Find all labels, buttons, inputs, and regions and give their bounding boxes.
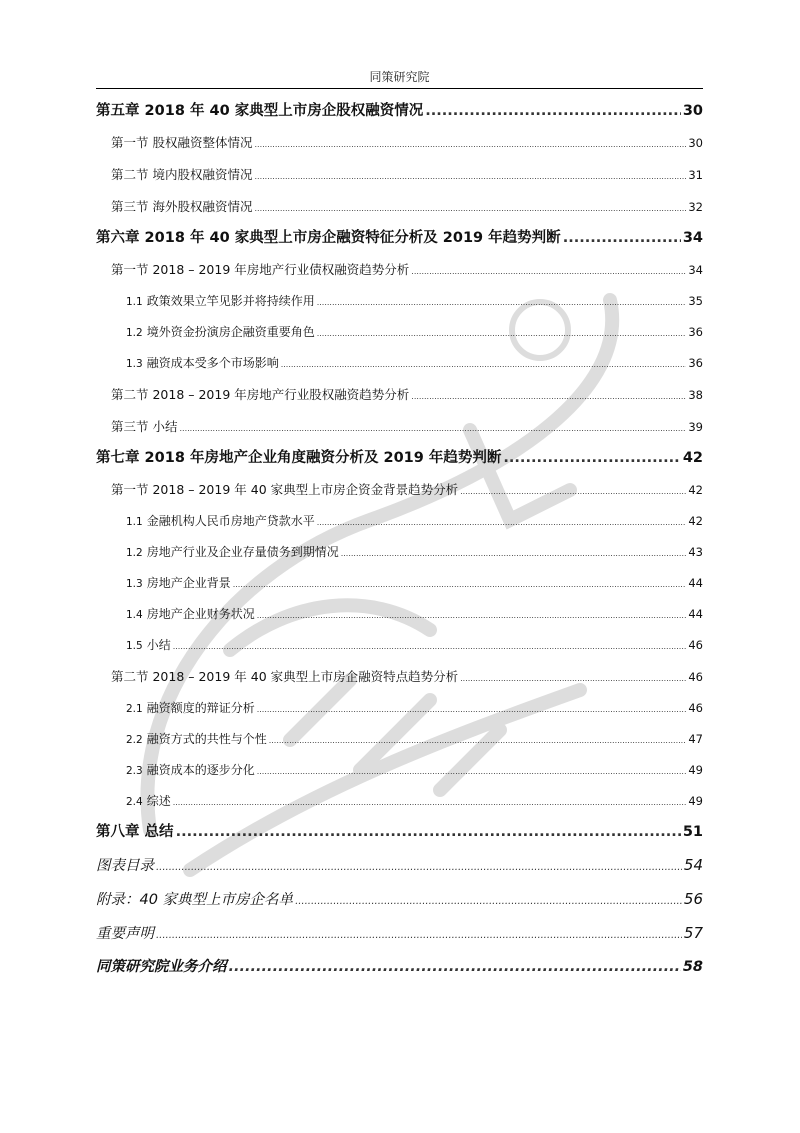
toc-entry-text: 第二节 境内股权融资情况 bbox=[111, 167, 253, 182]
toc-leader-dots bbox=[179, 413, 686, 443]
toc-entry-label bbox=[126, 755, 255, 786]
toc-leader-dots bbox=[269, 725, 687, 755]
toc-leader-dots bbox=[254, 161, 686, 191]
toc-entry-label bbox=[126, 724, 267, 755]
toc-leader-dots bbox=[257, 756, 687, 786]
toc-entry-label bbox=[111, 411, 177, 443]
toc-page-number: 32 bbox=[688, 200, 703, 214]
toc-leader-dots bbox=[503, 443, 680, 474]
toc-leader-dots bbox=[254, 193, 686, 223]
toc-entry-label bbox=[111, 254, 409, 286]
toc-entry-label bbox=[96, 950, 227, 984]
toc-entry-number: 2.3 bbox=[126, 765, 143, 777]
toc-entry-label bbox=[126, 537, 339, 568]
toc-entry-text: 金融机构人民币房地产贷款水平 bbox=[146, 514, 315, 528]
toc-entry-text: 第二节 2018 – 2019 年 40 家典型上市房企融资特点趋势分析 bbox=[111, 669, 459, 684]
toc-entry-label bbox=[111, 474, 458, 506]
toc-entry-text: 第一节 2018 – 2019 年 40 家典型上市房企资金背景趋势分析 bbox=[111, 482, 459, 497]
header-title: 同策研究院 bbox=[369, 70, 430, 84]
toc-page-number: 46 bbox=[688, 701, 703, 715]
toc-entry-text: 融资额度的辩证分析 bbox=[146, 701, 255, 715]
toc-entry-text: 融资成本的逐步分化 bbox=[146, 763, 255, 777]
toc-entry-label bbox=[126, 286, 315, 317]
toc-entry-number: 1.1 bbox=[126, 296, 143, 308]
toc-page-number: 49 bbox=[688, 794, 703, 808]
toc-entry-label bbox=[126, 599, 255, 630]
toc-leader-dots bbox=[317, 507, 687, 537]
toc-entry[interactable] bbox=[96, 348, 703, 379]
toc-entry-number: 1.4 bbox=[126, 609, 143, 621]
toc-leader-dots bbox=[254, 129, 686, 159]
toc-entry-label bbox=[111, 191, 252, 223]
toc-page-number: 44 bbox=[688, 607, 703, 621]
toc-entry-text: 重要声明 bbox=[96, 926, 154, 942]
toc-entry-number: 2.1 bbox=[126, 703, 143, 715]
toc-leader-dots bbox=[411, 256, 686, 286]
page-header bbox=[96, 68, 703, 89]
toc-entry-text: 房地产企业背景 bbox=[146, 576, 231, 590]
toc-entry-number: 1.5 bbox=[126, 640, 143, 652]
toc-entry-text: 房地产企业财务状况 bbox=[146, 607, 255, 621]
toc-page-number: 46 bbox=[688, 670, 703, 684]
toc-page-number: 38 bbox=[688, 388, 703, 402]
toc-entry[interactable] bbox=[96, 568, 703, 599]
toc-entry-text: 第八章 总结 bbox=[96, 824, 174, 840]
toc-entry-label bbox=[126, 506, 315, 537]
toc-entry[interactable] bbox=[96, 159, 703, 191]
toc-entry[interactable] bbox=[96, 254, 703, 286]
toc-page-number: 57 bbox=[683, 924, 703, 942]
toc-page-number: 46 bbox=[688, 638, 703, 652]
toc-entry[interactable] bbox=[96, 96, 703, 127]
toc-leader-dots bbox=[257, 600, 687, 630]
toc-entry-text: 小结 bbox=[146, 638, 171, 652]
toc-leader-dots bbox=[460, 663, 686, 693]
toc-entry-text: 第三节 海外股权融资情况 bbox=[111, 199, 253, 214]
toc-entry-label bbox=[96, 849, 154, 882]
toc-entry-text: 融资方式的共性与个性 bbox=[146, 732, 267, 746]
toc-page-number: 58 bbox=[682, 959, 703, 975]
toc-entry-label bbox=[126, 348, 279, 379]
toc-page-number: 30 bbox=[688, 136, 703, 150]
toc-page-number: 42 bbox=[688, 483, 703, 497]
toc-page-number: 42 bbox=[688, 514, 703, 528]
toc-leader-dots bbox=[281, 349, 687, 379]
toc-page-number: 54 bbox=[683, 856, 703, 874]
toc-page-number: 42 bbox=[682, 450, 703, 466]
toc-page-number: 35 bbox=[688, 294, 703, 308]
toc-entry-number: 1.1 bbox=[126, 516, 143, 528]
toc-leader-dots bbox=[229, 950, 681, 984]
toc-leader-dots bbox=[295, 885, 682, 916]
toc-entry-label bbox=[111, 127, 252, 159]
toc-entry-label bbox=[96, 223, 561, 254]
toc-page-number: 39 bbox=[688, 420, 703, 434]
toc-entry-label bbox=[111, 159, 252, 191]
toc-entry-text: 房地产行业及企业存量债务到期情况 bbox=[146, 545, 339, 559]
toc-page-number: 30 bbox=[682, 103, 703, 119]
toc-leader-dots bbox=[341, 538, 687, 568]
toc-entry[interactable] bbox=[96, 223, 703, 254]
toc-leader-dots bbox=[257, 694, 687, 724]
toc-entry[interactable] bbox=[96, 443, 703, 474]
toc-entry-number: 2.2 bbox=[126, 734, 143, 746]
toc-leader-dots bbox=[176, 817, 681, 848]
toc-page-number: 31 bbox=[688, 168, 703, 182]
toc-leader-dots bbox=[173, 787, 687, 817]
toc-entry-label bbox=[111, 379, 409, 411]
toc-entry-text: 第一节 股权融资整体情况 bbox=[111, 135, 253, 150]
toc-entry[interactable] bbox=[96, 786, 703, 817]
toc-page-number: 44 bbox=[688, 576, 703, 590]
toc-entry-label bbox=[96, 96, 423, 127]
toc-entry-label bbox=[126, 630, 171, 661]
toc-entry-label bbox=[96, 883, 293, 916]
table-of-contents bbox=[96, 96, 703, 984]
toc-entry-text: 第三节 小结 bbox=[111, 419, 178, 434]
toc-leader-dots bbox=[460, 476, 686, 506]
toc-entry-text: 第二节 2018 – 2019 年房地产行业股权融资趋势分析 bbox=[111, 387, 410, 402]
toc-entry-number: 1.2 bbox=[126, 327, 143, 339]
toc-page-number: 36 bbox=[688, 356, 703, 370]
toc-page-number: 51 bbox=[682, 824, 703, 840]
toc-entry[interactable] bbox=[96, 755, 703, 786]
toc-page-number: 49 bbox=[688, 763, 703, 777]
toc-leader-dots bbox=[425, 96, 681, 127]
toc-entry-number: 1.3 bbox=[126, 358, 143, 370]
toc-entry-text: 第七章 2018 年房地产企业角度融资分析及 2019 年趋势判断 bbox=[96, 450, 502, 466]
toc-entry[interactable] bbox=[96, 599, 703, 630]
toc-entry[interactable] bbox=[96, 916, 703, 950]
toc-entry-label bbox=[126, 786, 171, 817]
toc-entry[interactable] bbox=[96, 506, 703, 537]
toc-entry[interactable] bbox=[96, 411, 703, 443]
toc-page-number: 56 bbox=[683, 890, 703, 908]
toc-entry[interactable] bbox=[96, 474, 703, 506]
toc-entry-text: 附录：40 家典型上市房企名单 bbox=[96, 892, 294, 908]
toc-entry-label bbox=[96, 443, 501, 474]
toc-leader-dots bbox=[563, 223, 681, 254]
toc-entry-text: 境外资金扮演房企融资重要角色 bbox=[146, 325, 315, 339]
toc-leader-dots bbox=[156, 851, 682, 882]
toc-entry[interactable] bbox=[96, 537, 703, 568]
toc-entry[interactable] bbox=[96, 950, 703, 984]
toc-entry-number: 2.4 bbox=[126, 796, 143, 808]
toc-entry[interactable] bbox=[96, 286, 703, 317]
toc-entry[interactable] bbox=[96, 630, 703, 661]
toc-entry[interactable] bbox=[96, 661, 703, 693]
toc-leader-dots bbox=[173, 631, 687, 661]
toc-leader-dots bbox=[156, 919, 682, 950]
toc-entry-text: 第一节 2018 – 2019 年房地产行业债权融资趋势分析 bbox=[111, 262, 410, 277]
toc-entry-label bbox=[126, 693, 255, 724]
toc-entry[interactable] bbox=[96, 882, 703, 916]
toc-entry-number: 1.3 bbox=[126, 578, 143, 590]
toc-page-number: 34 bbox=[688, 263, 703, 277]
toc-entry-label bbox=[111, 661, 458, 693]
toc-entry-label bbox=[96, 917, 154, 950]
toc-leader-dots bbox=[411, 381, 686, 411]
toc-page-number: 34 bbox=[682, 230, 703, 246]
toc-entry-label bbox=[126, 568, 231, 599]
toc-leader-dots bbox=[317, 287, 687, 317]
toc-entry[interactable] bbox=[96, 848, 703, 882]
toc-leader-dots bbox=[317, 318, 687, 348]
toc-entry-label bbox=[126, 317, 315, 348]
toc-entry[interactable] bbox=[96, 317, 703, 348]
toc-entry[interactable] bbox=[96, 817, 703, 848]
toc-page-number: 47 bbox=[688, 732, 703, 746]
toc-entry-text: 融资成本受多个市场影响 bbox=[146, 356, 279, 370]
toc-entry-text: 第六章 2018 年 40 家典型上市房企融资特征分析及 2019 年趋势判断 bbox=[96, 230, 561, 246]
toc-entry-text: 第五章 2018 年 40 家典型上市房企股权融资情况 bbox=[96, 103, 424, 119]
toc-entry-label bbox=[96, 817, 174, 848]
toc-entry-number: 1.2 bbox=[126, 547, 143, 559]
toc-entry[interactable] bbox=[96, 127, 703, 159]
toc-page-number: 43 bbox=[688, 545, 703, 559]
toc-entry-text: 综述 bbox=[146, 794, 171, 808]
toc-entry[interactable] bbox=[96, 693, 703, 724]
toc-page-number: 36 bbox=[688, 325, 703, 339]
toc-entry-text: 图表目录 bbox=[96, 858, 154, 874]
toc-entry[interactable] bbox=[96, 379, 703, 411]
toc-entry-text: 政策效果立竿见影并将持续作用 bbox=[146, 294, 315, 308]
toc-entry-text: 同策研究院业务介绍 bbox=[96, 959, 227, 975]
toc-entry[interactable] bbox=[96, 191, 703, 223]
toc-entry[interactable] bbox=[96, 724, 703, 755]
toc-leader-dots bbox=[233, 569, 687, 599]
